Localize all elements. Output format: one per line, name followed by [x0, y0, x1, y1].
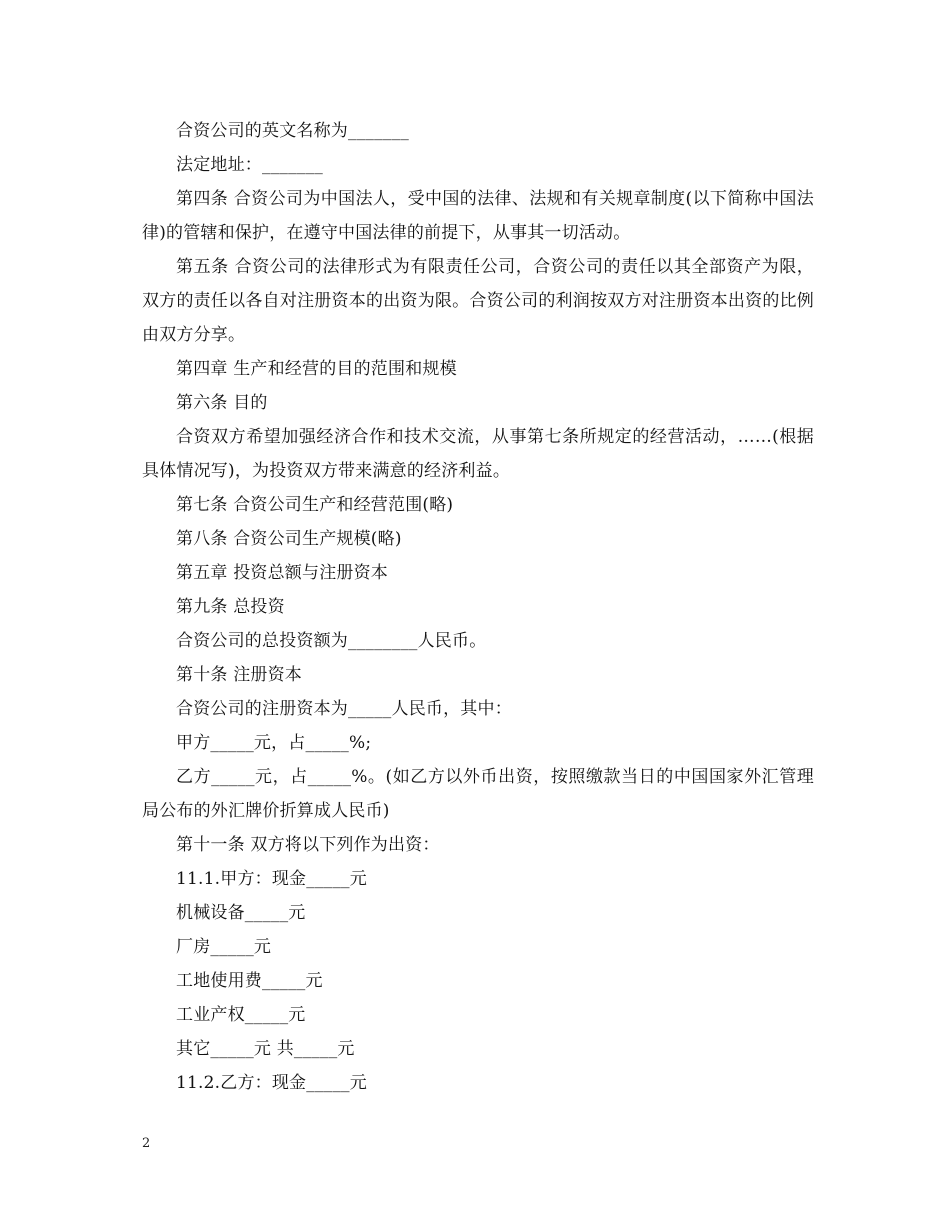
chapter-4-heading: 第四章 生产和经营的目的范围和规模	[176, 359, 457, 379]
paragraph-purpose: 合资双方希望加强经济合作和技术交流，从事第七条所规定的经营活动，……(根据具体情况写)，为投资双方带来满意的经济利益。	[142, 427, 814, 481]
article-7-heading: 第七条 合资公司生产和经营范围(略)	[176, 495, 454, 515]
paragraph-industrial-property: 工业产权_____元	[176, 1005, 306, 1025]
article-10-heading: 第十条 注册资本	[176, 665, 303, 685]
paragraph-other-total: 其它_____元 共_____元	[176, 1039, 355, 1059]
chapter-5-heading: 第五章 投资总额与注册资本	[176, 563, 389, 583]
page-number: 2	[142, 1136, 151, 1151]
paragraph-article-5: 第五条 合资公司的法律形式为有限责任公司，合资公司的责任以其全部资产为限，双方的责任以各自对注册资本的出资为限。合资公司的利润按双方对注册资本出资的比例由双方分享。	[142, 257, 814, 345]
paragraph-legal-address: 法定地址：_______	[176, 155, 323, 175]
paragraph-machinery: 机械设备_____元	[176, 903, 306, 923]
paragraph-total-investment: 合资公司的总投资额为________人民币。	[176, 631, 487, 651]
paragraph-party-b-share: 乙方_____元，占_____%。(如乙方以外币出资，按照缴款当日的中国国家外汇管理局公布的外汇牌价折算成人民币)	[142, 767, 814, 821]
paragraph-english-name: 合资公司的英文名称为_______	[176, 121, 409, 141]
paragraph-party-a-share: 甲方_____元，占_____%;	[176, 733, 372, 753]
article-8-heading: 第八条 合资公司生产规模(略)	[176, 529, 402, 549]
document-body	[142, 114, 814, 1100]
article-11-heading: 第十一条 双方将以下列作为出资：	[176, 835, 440, 855]
article-6-heading: 第六条 目的	[176, 393, 268, 413]
paragraph-article-4: 第四条 合资公司为中国法人，受中国的法律、法规和有关规章制度(以下简称中国法律)的管辖和保护，在遵守中国法律的前提下，从事其一切活动。	[142, 189, 814, 243]
paragraph-party-b-cash: 11.2.乙方：现金_____元	[176, 1073, 367, 1093]
article-9-heading: 第九条 总投资	[176, 597, 285, 617]
paragraph-factory: 厂房_____元	[176, 937, 272, 957]
paragraph-party-a-cash: 11.1.甲方：现金_____元	[176, 869, 367, 889]
paragraph-registered-capital: 合资公司的注册资本为_____人民币，其中：	[176, 699, 512, 719]
paragraph-site-fee: 工地使用费_____元	[176, 971, 323, 991]
